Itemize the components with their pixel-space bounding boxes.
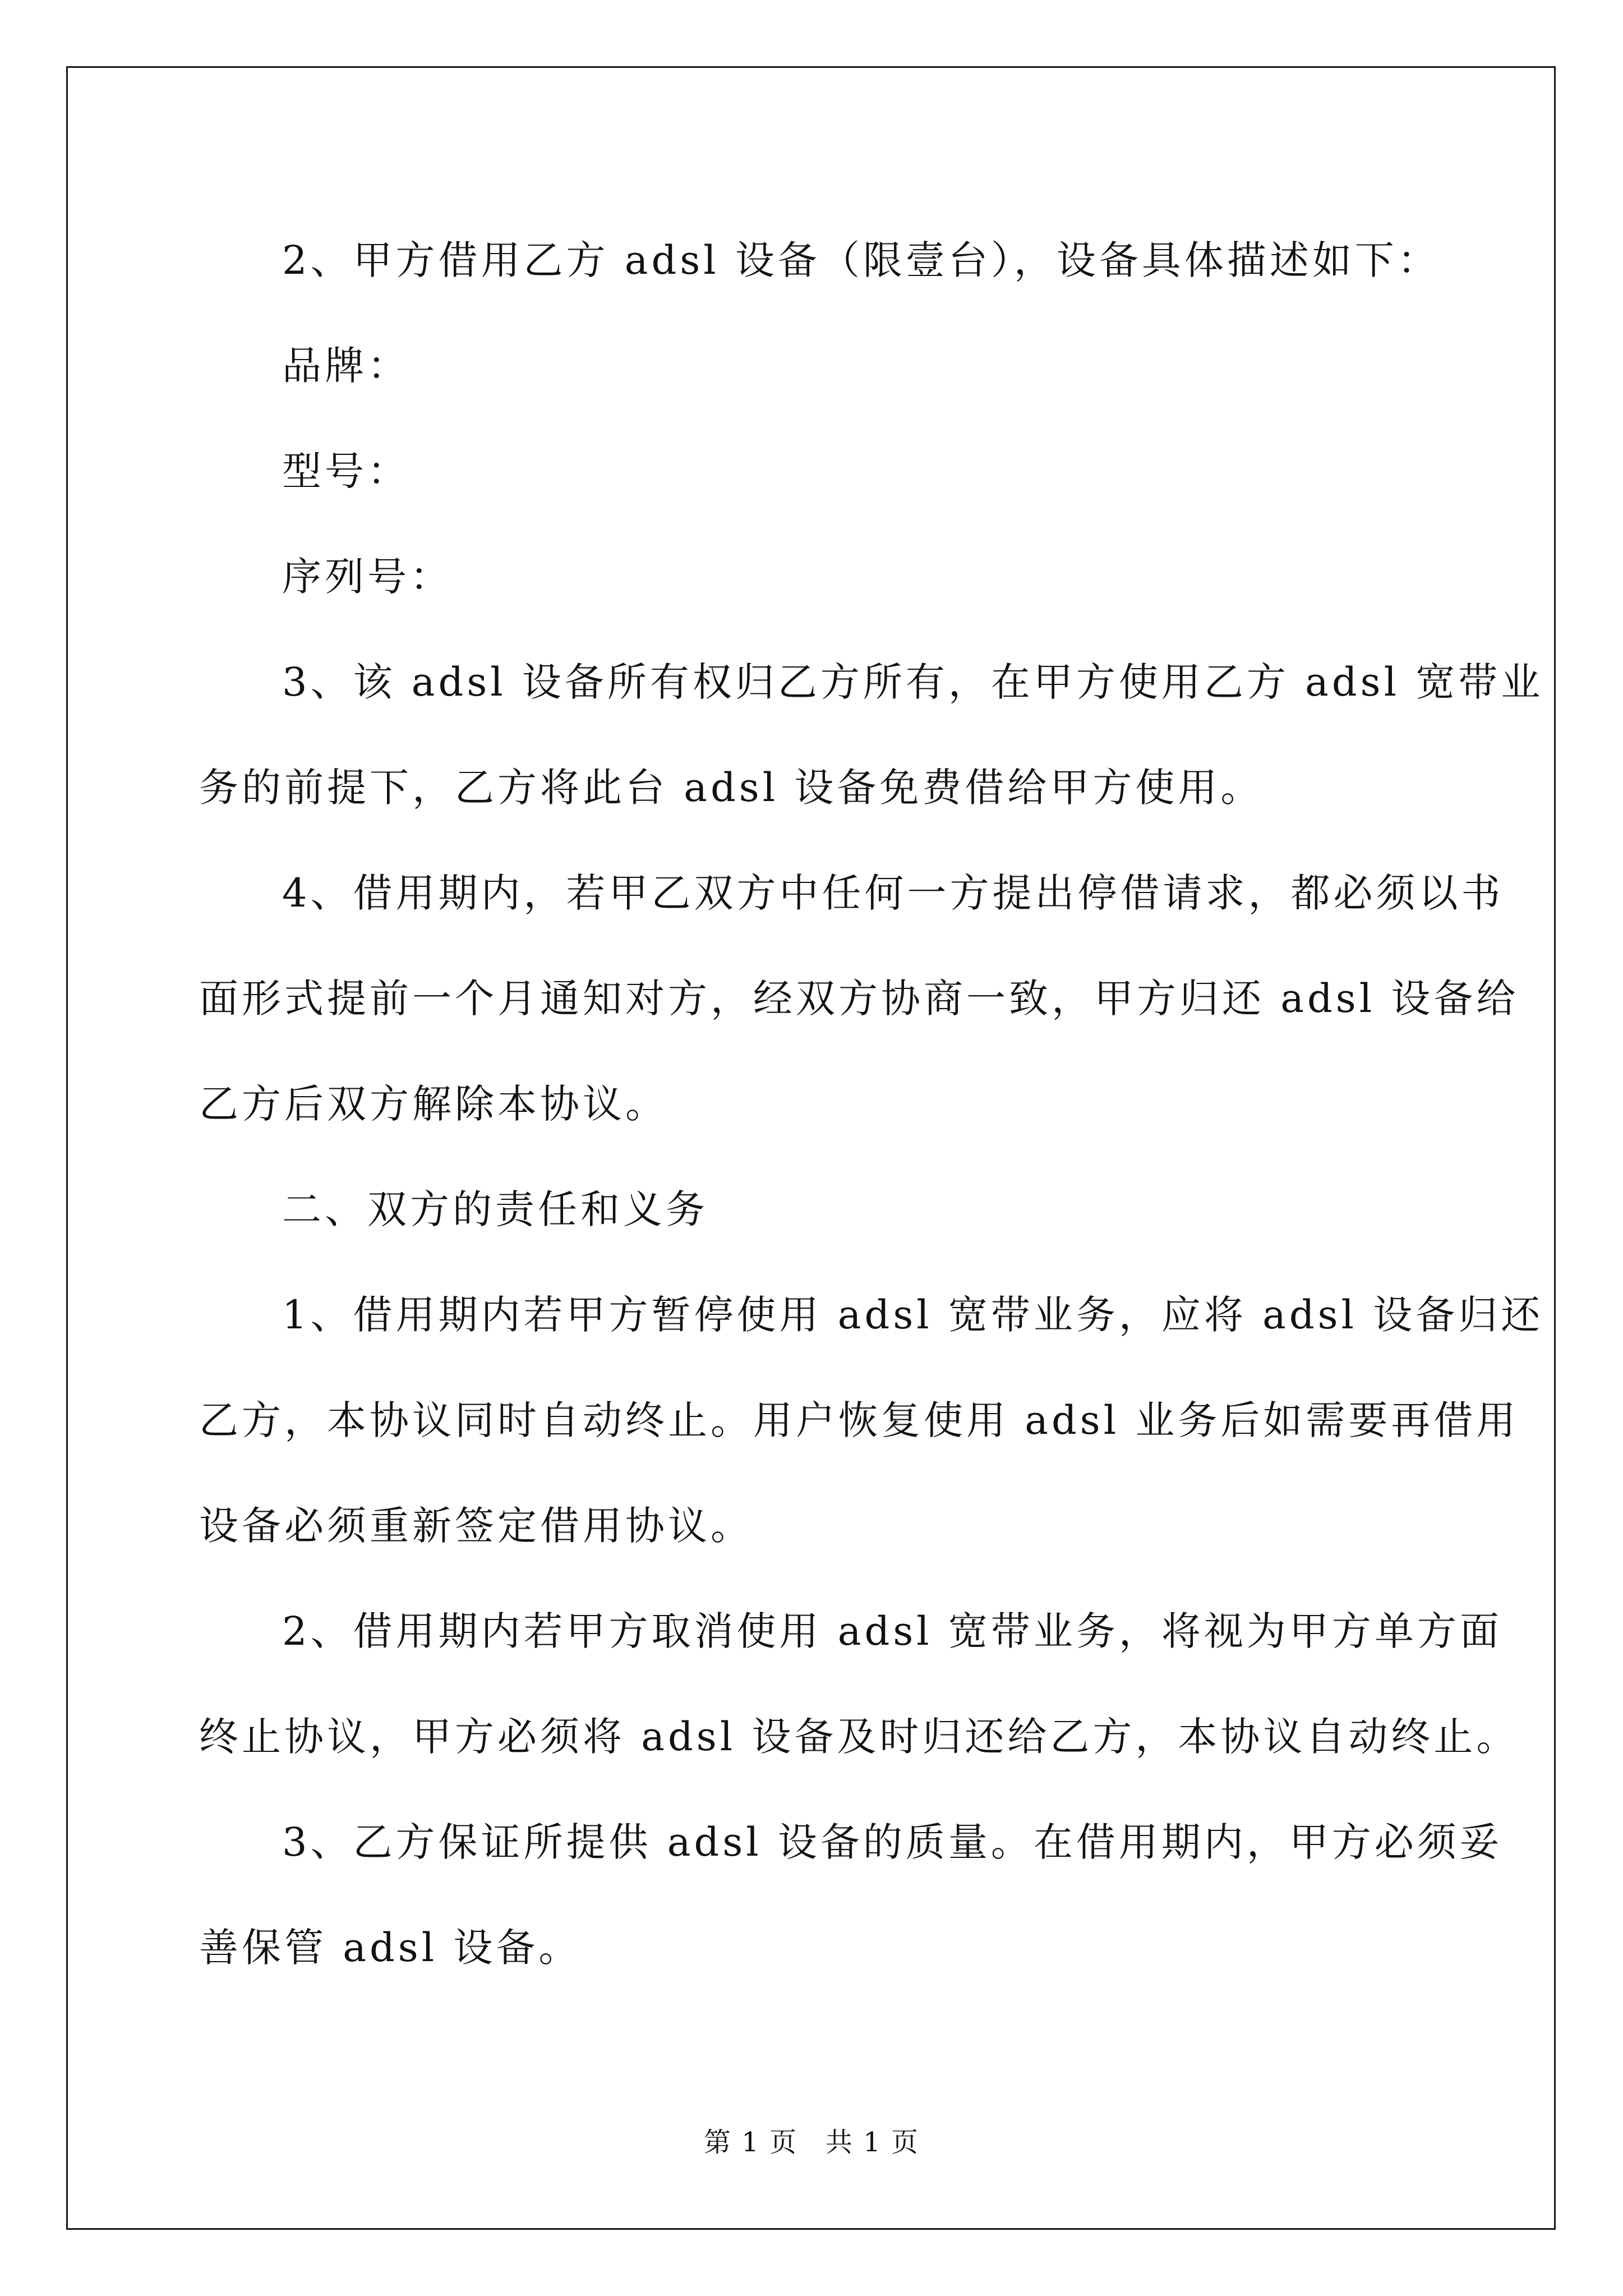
section-heading: 二、双方的责任和义务	[282, 1186, 708, 1232]
paragraph-line: 2、甲方借用乙方 adsl 设备（限壹台），设备具体描述如下：	[282, 237, 1440, 283]
paragraph-line: 型号：	[282, 448, 410, 494]
paragraph-line: 面形式提前一个月通知对方，经双方协商一致，甲方归还 adsl 设备给	[199, 976, 1519, 1022]
paragraph-line: 品牌：	[282, 343, 410, 389]
paragraph-line: 乙方后双方解除本协议。	[199, 1081, 668, 1127]
document-body	[199, 208, 1544, 2000]
paragraph-line: 2、借用期内若甲方取消使用 adsl 宽带业务，将视为甲方单方面	[282, 1608, 1502, 1654]
paragraph-line: 4、借用期内，若甲乙双方中任何一方提出停借请求，都必须以书	[282, 870, 1504, 916]
paragraph-line: 3、乙方保证所提供 adsl 设备的质量。在借用期内，甲方必须妥	[282, 1819, 1502, 1865]
paragraph-line: 1、借用期内若甲方暂停使用 adsl 宽带业务，应将 adsl 设备归还	[282, 1292, 1544, 1338]
page-number: 第 1 页	[703, 2127, 797, 2158]
paragraph-line: 乙方，本协议同时自动终止。用户恢复使用 adsl 业务后如需要再借用	[199, 1397, 1519, 1443]
paragraph-line: 务的前提下，乙方将此台 adsl 设备免费借给甲方使用。	[199, 765, 1264, 811]
page-footer	[0, 2120, 1623, 2159]
paragraph-line: 终止协议，甲方必须将 adsl 设备及时归还给乙方，本协议自动终止。	[199, 1714, 1519, 1760]
paragraph-line: 序列号：	[282, 554, 453, 600]
paragraph-line: 设备必须重新签定借用协议。	[199, 1503, 753, 1549]
paragraph-line: 3、该 adsl 设备所有权归乙方所有，在甲方使用乙方 adsl 宽带业	[282, 659, 1544, 705]
page-total: 共 1 页	[826, 2127, 920, 2158]
paragraph-line: 善保管 adsl 设备。	[199, 1925, 582, 1971]
